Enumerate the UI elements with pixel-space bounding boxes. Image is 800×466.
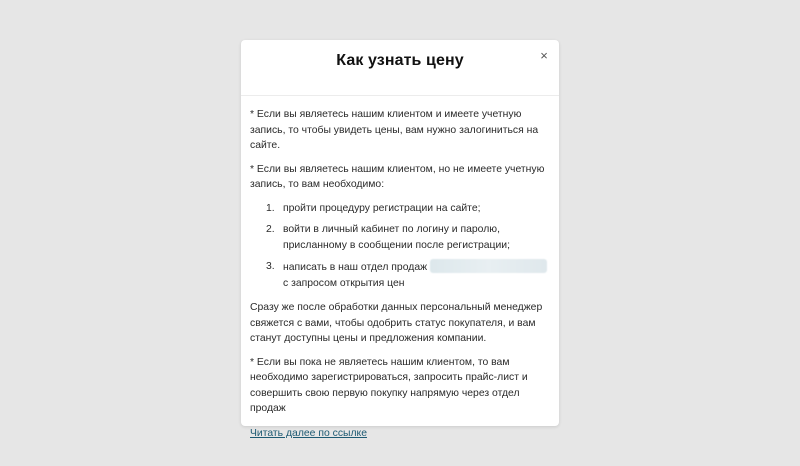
close-icon[interactable]: × (540, 48, 548, 63)
modal-title: Как узнать цену (336, 52, 464, 69)
redacted-contact (430, 259, 547, 273)
list-item (250, 201, 550, 217)
list-item (250, 222, 550, 253)
list-item (250, 259, 550, 291)
step-text-before: написать в наш отдел продаж (283, 262, 428, 273)
modal-body (241, 96, 559, 441)
paragraph-clients-no-account: * Если вы являетесь нашим клиентом, но не имеете учетную запись, то вам необходимо: (250, 163, 545, 190)
step-number: 3. (266, 261, 275, 272)
paragraph-manager-contact: Сразу же после обработки данных персональный менеджер свяжется с вами, чтобы одобрить статус покупателя, и вам станут доступны цены и предложения компании. (250, 302, 543, 344)
step-number: 2. (266, 224, 275, 235)
paragraph-new-clients: * Если вы пока не являетесь нашим клиентом, то вам необходимо зарегистрироваться, запросить прайс-лист и совершить свою первую покупку напрямую через отдел продаж (250, 356, 528, 414)
steps-list (250, 201, 550, 292)
price-info-modal (241, 40, 559, 439)
step-number: 1. (266, 202, 275, 214)
step-text: войти в личный кабинет по логину и паролю, присланному в сообщении после регистрации; (283, 224, 510, 251)
step-text-after: с запросом открытия цен (283, 277, 405, 289)
paragraph-logged-clients: * Если вы являетесь нашим клиентом и имеете учетную запись, то чтобы увидеть цены, вам нужно залогиниться на сайте. (250, 109, 539, 151)
modal-header (241, 40, 559, 96)
step-text: пройти процедуру регистрации на сайте; (283, 202, 481, 214)
read-more-link[interactable]: Читать далее по ссылке (250, 427, 367, 439)
